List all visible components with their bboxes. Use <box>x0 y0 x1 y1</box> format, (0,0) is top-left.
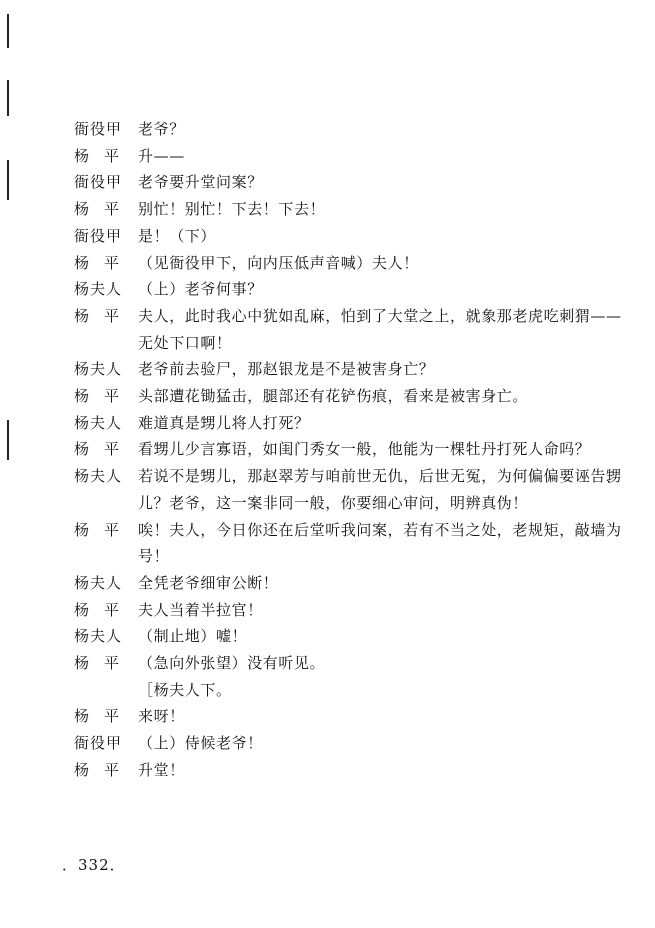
script-line <box>74 356 634 383</box>
speaker: 杨夫人 <box>74 280 123 299</box>
speaker: 杨夫人 <box>74 627 123 646</box>
script-line <box>74 730 634 757</box>
speaker: 杨 平 <box>74 387 120 406</box>
speaker: 杨 平 <box>74 707 120 726</box>
speaker: 杨 平 <box>74 760 120 779</box>
script-line <box>74 169 634 196</box>
script-line <box>74 303 634 356</box>
script-line <box>74 223 634 250</box>
speaker: 衙役甲 <box>74 734 123 753</box>
script-line <box>74 410 634 437</box>
speaker: 杨 平 <box>74 654 120 673</box>
speech: 全凭老爷细审公断！ <box>138 573 279 592</box>
script-text <box>74 116 634 784</box>
script-line <box>74 757 634 784</box>
speech: 升—— <box>138 146 185 165</box>
speech: 看甥儿少言寡语，如闺门秀女一般，他能为一棵牡丹打死人命吗？ <box>138 440 591 459</box>
speech: 来呀！ <box>138 707 185 726</box>
speaker: 杨 平 <box>74 440 120 459</box>
script-line <box>74 650 634 677</box>
speech: 夫人，此时我心中犹如乱麻，怕到了大堂之上，就象那老虎吃刺猬——无处下口啊！ <box>138 306 622 352</box>
margin-mark <box>7 160 9 200</box>
speech: 夫人当着半拉官！ <box>138 600 263 619</box>
speaker: 杨夫人 <box>74 413 123 432</box>
speech: 老爷要升堂问案？ <box>138 173 263 192</box>
margin-mark <box>7 420 9 460</box>
script-line <box>74 703 634 730</box>
speech: 老爷前去验尸，那赵银龙是不是被害身亡？ <box>138 360 435 379</box>
speaker: 杨夫人 <box>74 573 123 592</box>
script-line <box>74 570 634 597</box>
speaker: 杨夫人 <box>74 360 123 379</box>
stage-direction-line <box>74 677 634 704</box>
speech: 唉！夫人，今日你还在后堂听我问案，若有不当之处，老规矩，敲墙为号！ <box>138 520 622 566</box>
speech: （上）侍候老爷！ <box>138 734 263 753</box>
speaker: 杨 平 <box>74 200 120 219</box>
speech: 是！（下） <box>138 226 217 245</box>
speaker: 杨 平 <box>74 146 120 165</box>
script-line <box>74 116 634 143</box>
margin-mark <box>7 80 9 116</box>
script-line <box>74 517 634 570</box>
margin-mark <box>7 14 9 48</box>
speech: （制止地）嘘！ <box>138 627 248 646</box>
speech: 老爷？ <box>138 120 185 138</box>
script-line <box>74 383 634 410</box>
speaker: 杨 平 <box>74 520 120 539</box>
speech: 难道真是甥儿将人打死？ <box>138 413 310 432</box>
speech: 升堂！ <box>138 760 185 779</box>
speaker: 杨夫人 <box>74 467 123 486</box>
speech: 头部遭花锄猛击，腿部还有花铲伤痕，看来是被害身亡。 <box>138 387 529 406</box>
script-line <box>74 250 634 277</box>
script-line <box>74 597 634 624</box>
speaker: 衙役甲 <box>74 226 123 245</box>
speech: （急向外张望）没有听见。 <box>138 654 326 673</box>
page-number: ．332． <box>62 856 126 874</box>
speaker: 衙役甲 <box>74 120 123 138</box>
script-line <box>74 436 634 463</box>
script-line <box>74 463 634 516</box>
speaker: 杨 平 <box>74 306 120 325</box>
speech: 若说不是甥儿，那赵翠芳与咱前世无仇，后世无冤，为何偏偏要诬告甥儿？老爷，这一案非同一般，你要细心审问，明辨真伪！ <box>138 467 622 512</box>
speaker: 杨 平 <box>74 600 120 619</box>
speaker: 衙役甲 <box>74 173 123 192</box>
script-line <box>74 276 634 303</box>
speech: 别忙！别忙！下去！下去！ <box>138 200 326 219</box>
speaker: 杨 平 <box>74 253 120 272</box>
stage-direction: ［杨夫人下。 <box>138 680 232 699</box>
script-line <box>74 623 634 650</box>
speech: （见衙役甲下，向内压低声音喊）夫人！ <box>138 253 419 272</box>
script-line <box>74 196 634 223</box>
speech: （上）老爷何事？ <box>138 280 263 299</box>
script-line <box>74 143 634 170</box>
